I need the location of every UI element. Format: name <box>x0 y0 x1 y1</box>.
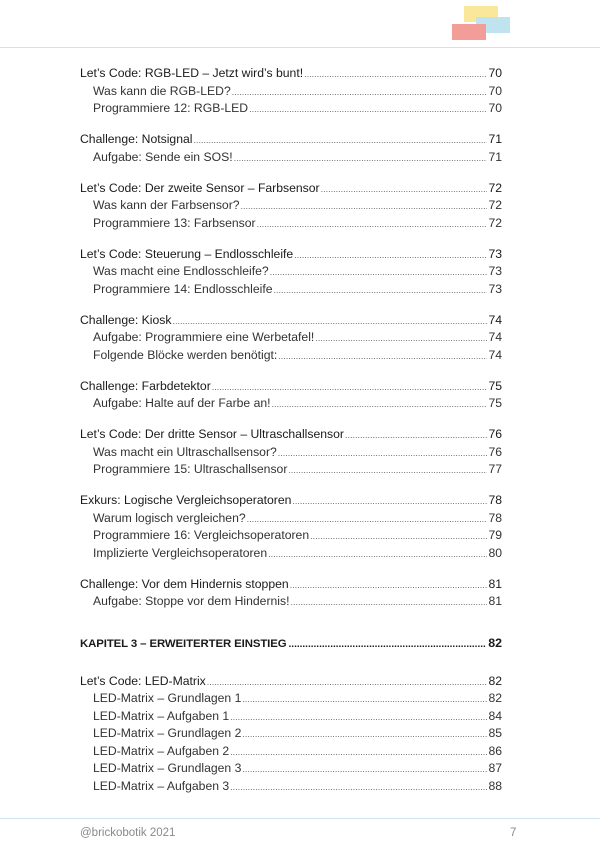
toc-subentry-page: 74 <box>488 330 502 344</box>
chapter-title: KAPITEL 3 – ERWEITERTER EINSTIEG <box>80 637 287 650</box>
brand-logo <box>452 4 514 42</box>
dot-leader <box>289 635 487 655</box>
footer-divider <box>0 818 600 819</box>
dot-leader <box>278 348 487 366</box>
toc-subentry-title: LED-Matrix – Aufgaben 3 <box>93 778 230 793</box>
toc-subentry[interactable] <box>80 725 502 743</box>
dot-leader <box>274 282 487 300</box>
toc-subentry-title: LED-Matrix – Grundlagen 3 <box>93 761 242 775</box>
toc-subentry-page: 74 <box>488 347 502 362</box>
dot-leader <box>272 396 487 414</box>
toc-entry[interactable] <box>80 312 502 330</box>
toc-subentry-title: Folgende Blöcke werden benötigt: <box>93 347 278 362</box>
toc-entry-title: Let’s Code: LED-Matrix <box>80 673 206 688</box>
toc-subentry[interactable] <box>80 690 502 708</box>
toc-subentry-title: Was kann die RGB-LED? <box>93 83 231 98</box>
toc-subentry-title: LED-Matrix – Grundlagen 1 <box>93 691 242 705</box>
toc-entry-page: 73 <box>488 246 502 261</box>
toc-subentry[interactable] <box>80 444 502 462</box>
footer-page-number: 7 <box>510 827 517 839</box>
toc-subentry-page: 88 <box>488 778 502 793</box>
toc-subentry-title: Aufgabe: Programmiere eine Werbetafel! <box>93 330 315 344</box>
toc-subentry-page: 85 <box>488 726 502 740</box>
toc-section <box>80 246 502 299</box>
toc-subentry-title: Aufgabe: Halte auf der Farbe an! <box>93 396 271 410</box>
toc-subentry[interactable] <box>80 545 502 563</box>
toc-entry[interactable] <box>80 492 502 510</box>
toc-subentry-page: 82 <box>488 691 502 705</box>
dot-leader <box>234 150 487 168</box>
dot-leader <box>172 313 487 331</box>
toc-section <box>80 426 502 479</box>
toc-subentry[interactable] <box>80 708 502 726</box>
dot-leader <box>242 761 487 779</box>
toc-entry-title: Challenge: Kiosk <box>80 312 172 327</box>
dot-leader <box>249 101 487 119</box>
toc-subentry[interactable] <box>80 461 502 479</box>
toc-entry-page: 70 <box>488 66 502 80</box>
dot-leader <box>294 247 487 265</box>
footer-copyright: @brickobotik 2021 <box>80 827 176 839</box>
dot-leader <box>242 691 487 709</box>
header-divider <box>0 47 600 48</box>
toc-entry-page: 71 <box>488 132 502 146</box>
toc-subentry-page: 79 <box>488 528 502 542</box>
dot-leader <box>247 511 487 529</box>
toc-subentry-page: 86 <box>488 743 502 758</box>
toc-subentry-page: 70 <box>488 83 502 98</box>
toc-entry-title: Let’s Code: Der dritte Sensor – Ultraschallsensor <box>80 427 344 441</box>
dot-leader <box>304 66 487 84</box>
toc-subentry-title: Programmiere 13: Farbsensor <box>93 215 256 230</box>
toc-entry[interactable] <box>80 246 502 264</box>
toc-subentry[interactable] <box>80 743 502 761</box>
toc-chapter-heading[interactable] <box>80 633 502 653</box>
toc-entry-page: 72 <box>488 180 502 195</box>
dot-leader <box>270 264 487 282</box>
dot-leader <box>292 493 487 511</box>
toc-subentry[interactable] <box>80 347 502 365</box>
toc-subentry-title: Implizierte Vergleichsoperatoren <box>93 545 268 560</box>
toc-entry[interactable] <box>80 673 502 691</box>
toc-subentry[interactable] <box>80 263 502 281</box>
toc-subentry[interactable] <box>80 149 502 167</box>
toc-subentry-page: 77 <box>488 462 502 476</box>
toc-entry[interactable] <box>80 180 502 198</box>
dot-leader <box>290 594 487 612</box>
toc-subentry[interactable] <box>80 510 502 528</box>
toc-subentry[interactable] <box>80 593 502 611</box>
dot-leader <box>268 546 487 564</box>
toc-subentry-page: 73 <box>488 281 502 296</box>
toc-subentry-page: 81 <box>488 594 502 608</box>
toc-subentry-page: 76 <box>488 444 502 459</box>
toc-subentry-page: 84 <box>488 708 502 723</box>
toc-section <box>80 673 502 796</box>
dot-leader <box>278 445 487 463</box>
dot-leader <box>290 577 487 595</box>
toc-subentry-page: 72 <box>488 215 502 230</box>
toc-subentry-title: Programmiere 15: Ultraschallsensor <box>93 462 288 476</box>
dot-leader <box>242 726 487 744</box>
toc-subentry-page: 71 <box>488 149 502 164</box>
toc-subentry[interactable] <box>80 281 502 299</box>
toc-subentry-page: 75 <box>488 396 502 410</box>
toc-subentry[interactable] <box>80 395 502 413</box>
dot-leader <box>230 779 487 797</box>
toc-entry-page: 76 <box>488 427 502 441</box>
toc-entry-page: 74 <box>488 312 502 327</box>
toc-section <box>80 312 502 365</box>
toc-entry[interactable] <box>80 131 502 149</box>
toc-subentry-page: 80 <box>488 545 502 560</box>
dot-leader <box>230 744 487 762</box>
toc-subentry-page: 72 <box>488 198 502 212</box>
toc-entry-page: 75 <box>488 378 502 393</box>
toc-subentry-page: 78 <box>488 510 502 525</box>
toc-entry-title: Let’s Code: Der zweite Sensor – Farbsensor <box>80 180 320 195</box>
toc-subentry[interactable] <box>80 778 502 796</box>
toc-entry-title: Challenge: Farbdetektor <box>80 378 211 393</box>
logo-block-red <box>452 24 486 40</box>
toc-entry-title: Exkurs: Logische Vergleichsoperatoren <box>80 493 292 507</box>
toc-subentry-page: 73 <box>488 264 502 278</box>
toc-subentry-title: Programmiere 16: Vergleichsoperatoren <box>93 528 310 542</box>
toc-subentry[interactable] <box>80 197 502 215</box>
toc-subentry-title: Was kann der Farbsensor? <box>93 198 240 212</box>
toc-entry[interactable] <box>80 426 502 444</box>
toc-subentry[interactable] <box>80 527 502 545</box>
toc-entry-title: Let’s Code: Steuerung – Endlosschleife <box>80 246 294 261</box>
toc-section <box>80 180 502 233</box>
toc-subentry-title: Aufgabe: Stoppe vor dem Hindernis! <box>93 594 290 608</box>
toc-entry-page: 82 <box>488 673 502 688</box>
dot-leader <box>212 379 487 397</box>
toc-subentry-title: LED-Matrix – Grundlagen 2 <box>93 726 242 740</box>
toc-subentry[interactable] <box>80 100 502 118</box>
dot-leader <box>232 84 487 102</box>
toc-subentry-title: Programmiere 14: Endlosschleife <box>93 281 273 296</box>
toc-entry[interactable] <box>80 576 502 594</box>
table-of-contents <box>80 65 502 809</box>
dot-leader <box>207 674 487 692</box>
toc-subentry[interactable] <box>80 83 502 101</box>
toc-subentry-title: Was macht ein Ultraschallsensor? <box>93 444 277 459</box>
toc-subentry[interactable] <box>80 329 502 347</box>
toc-entry-title: Let’s Code: RGB-LED – Jetzt wird’s bunt! <box>80 66 304 80</box>
toc-entry-title: Challenge: Vor dem Hindernis stoppen <box>80 576 289 591</box>
toc-subentry-title: Warum logisch vergleichen? <box>93 510 246 525</box>
toc-entry-title: Challenge: Notsignal <box>80 132 193 146</box>
toc-section <box>80 131 502 166</box>
toc-subentry-title: Programmiere 12: RGB-LED <box>93 101 249 115</box>
dot-leader <box>241 198 487 216</box>
toc-entry-page: 81 <box>488 576 502 591</box>
dot-leader <box>345 427 487 445</box>
toc-section <box>80 576 502 611</box>
toc-entry[interactable] <box>80 378 502 396</box>
dot-leader <box>257 216 487 234</box>
toc-subentry-page: 70 <box>488 101 502 115</box>
toc-subentry-title: Aufgabe: Sende ein SOS! <box>93 149 233 164</box>
toc-entry[interactable] <box>80 65 502 83</box>
toc-subentry[interactable] <box>80 760 502 778</box>
chapter-page: 82 <box>488 635 502 650</box>
toc-section <box>80 378 502 413</box>
toc-subentry-title: LED-Matrix – Aufgaben 1 <box>93 708 230 723</box>
toc-subentry-title: LED-Matrix – Aufgaben 2 <box>93 743 230 758</box>
dot-leader <box>310 528 487 546</box>
toc-subentry-page: 87 <box>488 761 502 775</box>
toc-section <box>80 65 502 118</box>
dot-leader <box>315 330 487 348</box>
dot-leader <box>193 132 487 150</box>
dot-leader <box>288 462 487 480</box>
dot-leader <box>321 181 487 199</box>
dot-leader <box>230 709 487 727</box>
toc-section <box>80 492 502 562</box>
toc-subentry-title: Was macht eine Endlosschleife? <box>93 264 269 278</box>
toc-entry-page: 78 <box>488 493 502 507</box>
toc-subentry[interactable] <box>80 215 502 233</box>
